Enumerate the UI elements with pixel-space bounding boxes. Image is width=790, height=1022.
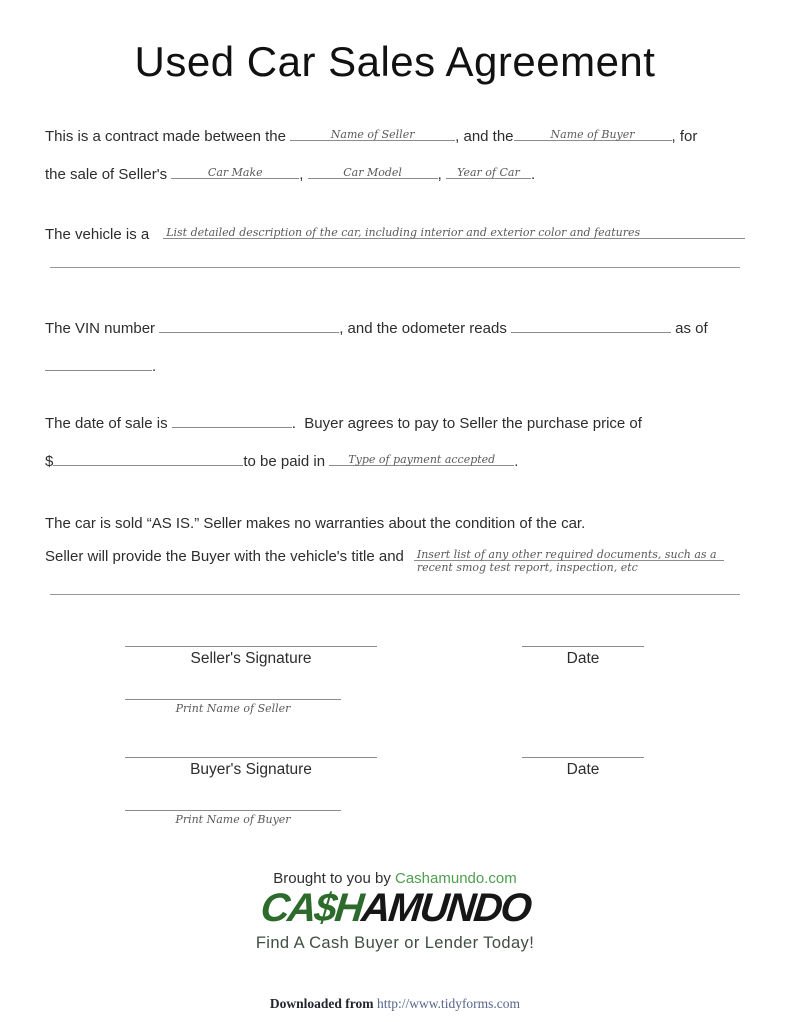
other-documents-line-2[interactable] bbox=[50, 594, 740, 595]
sale-text: to be paid in bbox=[243, 453, 330, 470]
vin-line-2 bbox=[45, 348, 745, 386]
title-documents-label: Seller will provide the Buyer with the vehicle's title and bbox=[45, 548, 404, 565]
sale-text: . Buyer agrees to pay to Seller the purchase price of bbox=[291, 415, 642, 432]
brought-prefix: Brought to you by bbox=[273, 870, 395, 887]
intro-line-2 bbox=[45, 156, 745, 194]
car-make-caption: Car Make bbox=[207, 166, 263, 179]
intro-text: , and the bbox=[455, 128, 514, 145]
intro-text: This is a contract made between the bbox=[45, 128, 291, 145]
intro-text: the sale of Seller's bbox=[45, 166, 172, 183]
seller-print-name-field[interactable] bbox=[125, 699, 341, 715]
buyer-signature-label: Buyer's Signature bbox=[190, 761, 312, 778]
payment-type-caption: Type of payment accepted bbox=[348, 453, 496, 466]
dollar-sign: $ bbox=[45, 453, 54, 470]
vin-text: . bbox=[152, 358, 157, 375]
vehicle-description-line-2[interactable] bbox=[50, 267, 740, 268]
vin-line-1 bbox=[45, 310, 745, 348]
odometer-field[interactable] bbox=[511, 318, 671, 333]
car-model-field[interactable] bbox=[308, 164, 438, 179]
buyer-print-name-field[interactable] bbox=[125, 810, 341, 826]
seller-print-name-caption: Print Name of Seller bbox=[175, 702, 291, 715]
buyer-signature-field[interactable] bbox=[125, 757, 377, 779]
year-of-car-field[interactable] bbox=[446, 164, 531, 179]
cashamundo-tagline: Find A Cash Buyer or Lender Today! bbox=[255, 934, 535, 952]
other-documents-caption: Insert list of any other required documents, such as a recent smog test report, inspection, etc bbox=[416, 548, 717, 574]
odometer-date-field[interactable] bbox=[45, 356, 152, 371]
vehicle-description-field[interactable] bbox=[163, 224, 745, 239]
vehicle-label: The vehicle is a bbox=[45, 226, 150, 243]
purchase-price-field[interactable] bbox=[53, 451, 243, 466]
sale-text: . bbox=[514, 453, 519, 470]
intro-text: , bbox=[299, 166, 308, 183]
vin-number-field[interactable] bbox=[159, 318, 339, 333]
other-documents-field[interactable] bbox=[414, 546, 724, 574]
intro-text: . bbox=[530, 166, 536, 183]
vehicle-description-row bbox=[45, 216, 745, 254]
title-documents-row bbox=[45, 538, 745, 576]
buyer-print-name-caption: Print Name of Buyer bbox=[175, 813, 291, 826]
name-of-buyer-field[interactable] bbox=[514, 126, 672, 141]
page-title: Used Car Sales Agreement bbox=[134, 38, 656, 85]
intro-text: , bbox=[437, 166, 446, 183]
name-of-seller-field[interactable] bbox=[290, 126, 455, 141]
sale-line-1 bbox=[45, 405, 745, 443]
downloaded-from-line bbox=[0, 996, 790, 1012]
vehicle-description-caption: List detailed description of the car, including interior and exterior color and features bbox=[166, 226, 641, 239]
vin-text: as of bbox=[671, 320, 708, 337]
logo-amundo-text: AMUNDO bbox=[359, 886, 532, 930]
payment-type-field[interactable] bbox=[329, 451, 514, 466]
intro-text: , for bbox=[671, 128, 698, 145]
name-of-buyer-caption: Name of Buyer bbox=[550, 128, 635, 141]
date-of-sale-field[interactable] bbox=[172, 413, 292, 428]
intro-line-1 bbox=[45, 118, 745, 156]
tidyforms-link[interactable]: http://www.tidyforms.com bbox=[376, 996, 521, 1011]
logo-cash-text: CA$H bbox=[258, 886, 364, 930]
seller-date-label: Date bbox=[566, 650, 600, 667]
seller-signature-field[interactable] bbox=[125, 646, 377, 668]
brought-to-you-by-line bbox=[0, 870, 790, 887]
sale-text: The date of sale is bbox=[45, 415, 172, 432]
vin-paragraph bbox=[45, 310, 745, 386]
seller-date-field[interactable] bbox=[522, 646, 644, 668]
car-model-caption: Car Model bbox=[343, 166, 402, 179]
sale-line-2 bbox=[45, 443, 745, 481]
vin-text: , and the odometer reads bbox=[339, 320, 511, 337]
buyer-date-field[interactable] bbox=[522, 757, 644, 779]
year-of-car-caption: Year of Car bbox=[457, 166, 520, 179]
sale-paragraph bbox=[45, 405, 745, 481]
cashamundo-logo bbox=[0, 886, 790, 930]
car-make-field[interactable] bbox=[171, 164, 299, 179]
buyer-date-label: Date bbox=[566, 761, 600, 778]
cashamundo-link[interactable]: Cashamundo.com bbox=[395, 870, 517, 887]
downloaded-prefix: Downloaded from bbox=[269, 996, 377, 1011]
as-is-statement: The car is sold “AS IS.” Seller makes no warranties about the condition of the car. bbox=[45, 515, 586, 532]
seller-signature-label: Seller's Signature bbox=[190, 650, 312, 667]
name-of-seller-caption: Name of Seller bbox=[330, 128, 415, 141]
intro-paragraph bbox=[45, 118, 745, 194]
vin-text: The VIN number bbox=[45, 320, 160, 337]
